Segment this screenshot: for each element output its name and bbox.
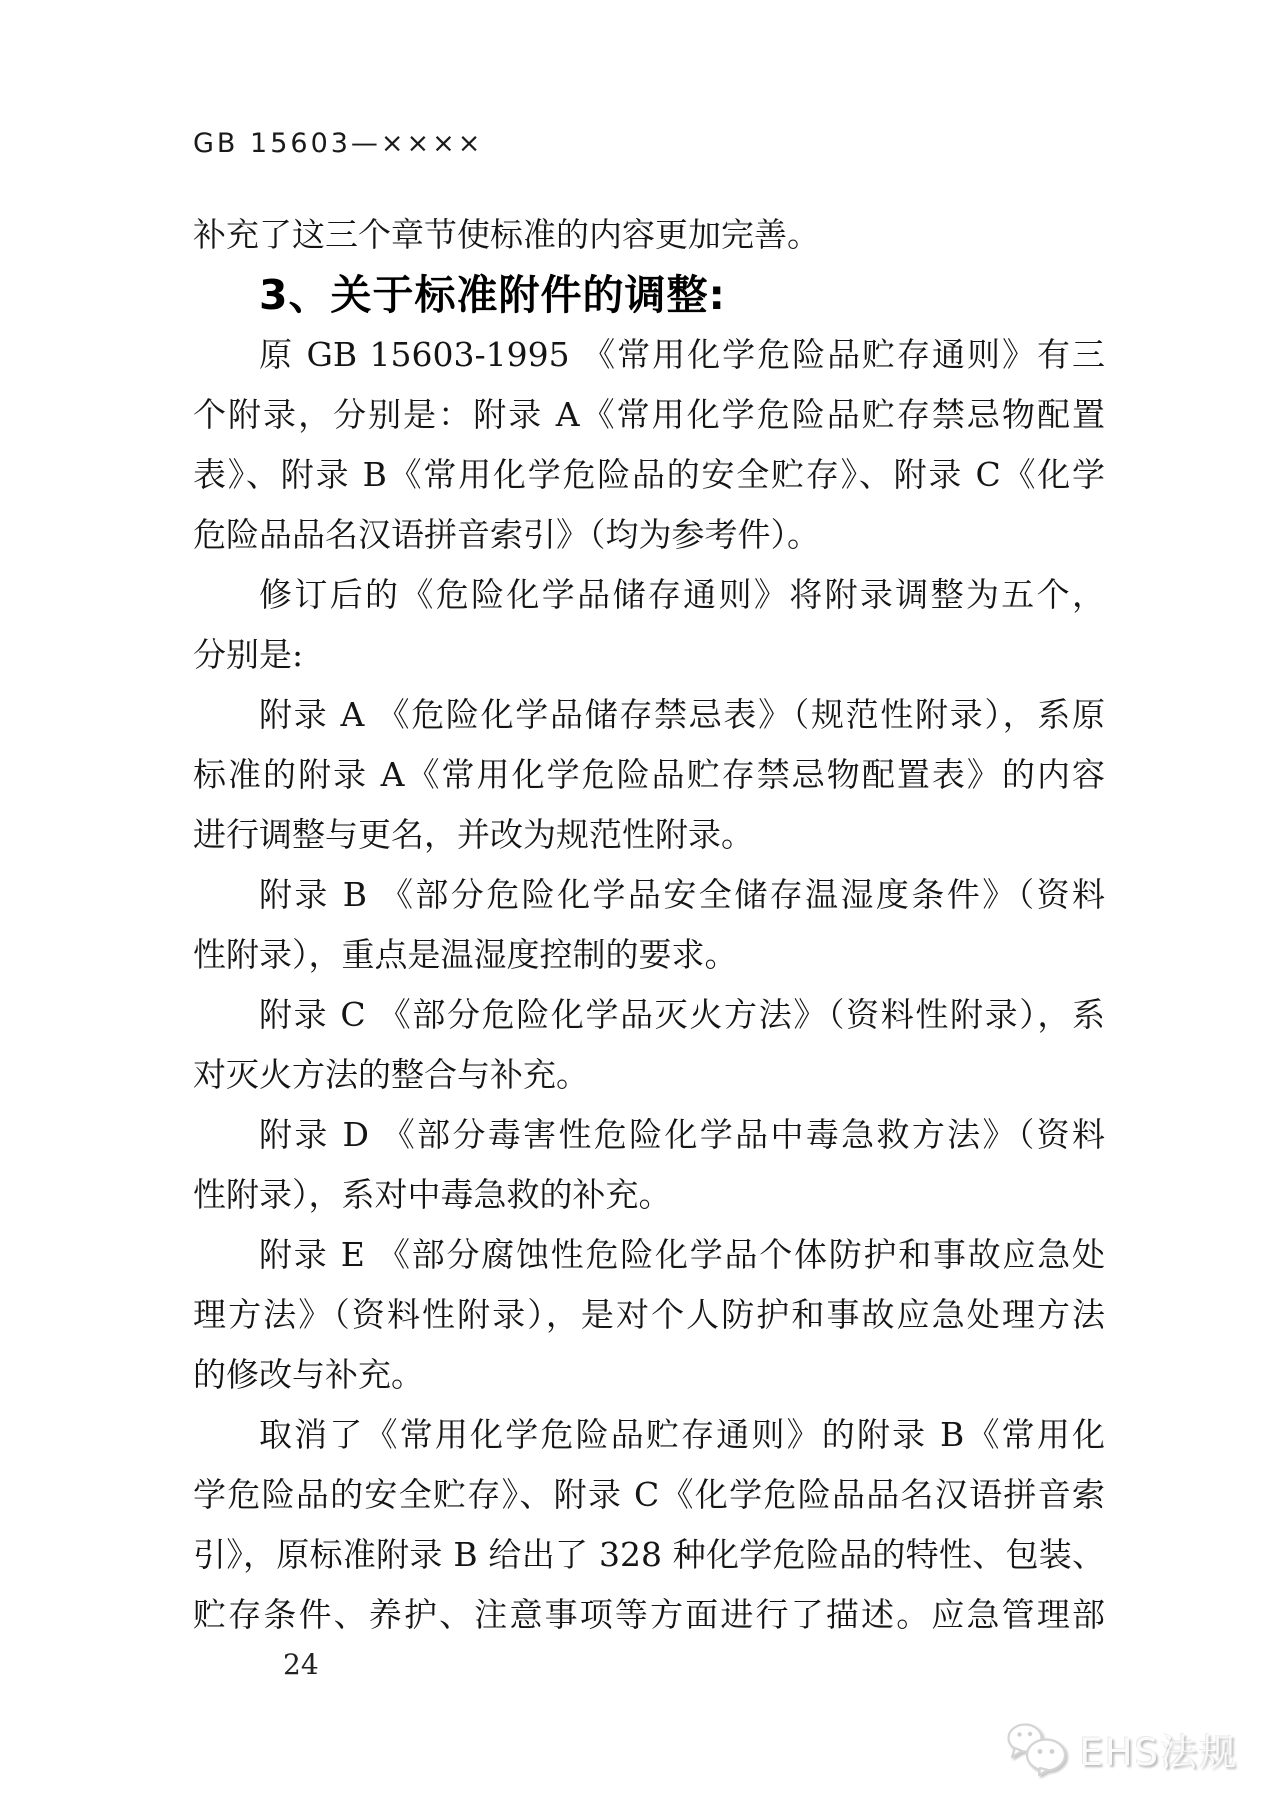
text-line: 标准的附录 A《常用化学危险品贮存禁忌物配置表》的内容 xyxy=(193,755,1105,794)
text-line: 附录 D 《部分毒害性危险化学品中毒急救方法》（资料 xyxy=(259,1115,1105,1154)
text-line: 贮存条件、养护、注意事项等方面进行了描述。应急管理部 xyxy=(193,1595,1105,1634)
text-line: 引》，原标准附录 B 给出了 328 种化学危险品的特性、包装、 xyxy=(193,1535,1105,1574)
text-line: 取消了《常用化学危险品贮存通则》的附录 B《常用化 xyxy=(259,1415,1105,1454)
text-line: 附录 B 《部分危险化学品安全储存温湿度条件》（资料 xyxy=(259,875,1105,914)
text-line: 补充了这三个章节使标准的内容更加完善。 xyxy=(193,215,820,254)
text-line: 对灭火方法的整合与补充。 xyxy=(193,1055,589,1094)
watermark-label: EHS法规 xyxy=(1079,1731,1238,1774)
text-line: 性附录），系对中毒急救的补充。 xyxy=(193,1175,672,1214)
text-line: 个附录，分别是：附录 A《常用化学危险品贮存禁忌物配置 xyxy=(193,395,1105,434)
text-line: 性附录），重点是温湿度控制的要求。 xyxy=(193,935,738,974)
text-line: 的修改与补充。 xyxy=(193,1355,424,1394)
text-line: 附录 A 《危险化学品储存禁忌表》（规范性附录），系原 xyxy=(259,695,1105,734)
standard-number-header: GB 15603—×××× xyxy=(193,128,484,159)
page-number: 24 xyxy=(283,1648,319,1681)
text-line: 附录 C 《部分危险化学品灭火方法》（资料性附录），系 xyxy=(259,995,1105,1034)
text-line: 原 GB 15603-1995 《常用化学危险品贮存通则》有三 xyxy=(259,335,1105,374)
text-line: 修订后的《危险化学品储存通则》将附录调整为五个， xyxy=(259,575,1105,614)
section-heading: 3、关于标准附件的调整: xyxy=(259,271,726,319)
watermark xyxy=(1005,1722,1238,1776)
document-body xyxy=(193,205,1105,1645)
text-line: 理方法》（资料性附录），是对个人防护和事故应急处理方法 xyxy=(193,1295,1105,1334)
text-line: 表》、附录 B《常用化学危险品的安全贮存》、附录 C《化学 xyxy=(193,455,1105,494)
text-line: 分别是: xyxy=(193,635,304,674)
text-line: 学危险品的安全贮存》、附录 C《化学危险品品名汉语拼音索 xyxy=(193,1475,1105,1514)
text-line: 附录 E 《部分腐蚀性危险化学品个体防护和事故应急处 xyxy=(259,1235,1105,1274)
text-line: 进行调整与更名，并改为规范性附录。 xyxy=(193,815,754,854)
wechat-icon xyxy=(1005,1722,1067,1776)
text-line: 危险品品名汉语拼音索引》（均为参考件）。 xyxy=(193,515,820,554)
